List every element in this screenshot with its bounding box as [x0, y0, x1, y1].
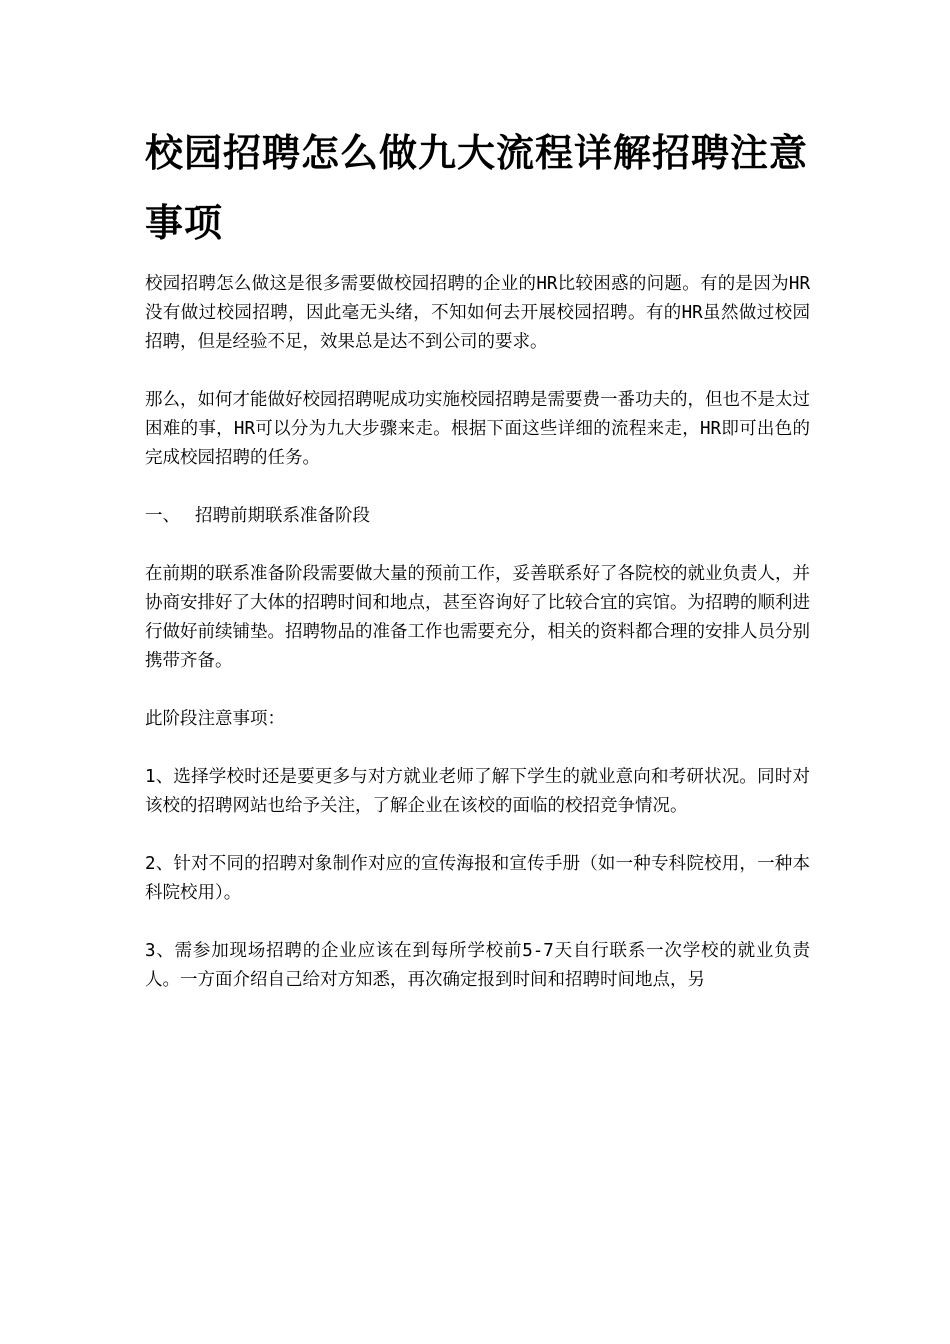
intro-paragraph-2: 那么，如何才能做好校园招聘呢成功实施校园招聘是需要费一番功夫的，但也不是太过困难的事，HR可以分为九大步骤来走。根据下面这些详细的流程来走，HR即可出色的完成校园招聘的任务。 [145, 390, 810, 468]
section-number: 一、 [145, 506, 180, 526]
note-item-3: 3、需参加现场招聘的企业应该在到每所学校前5-7天自行联系一次学校的就业负责人。一方面介绍自己给对方知悉，再次确定报到时间和招聘时间地点，另 [145, 941, 810, 990]
section-heading [145, 502, 810, 531]
note-item-2: 2、针对不同的招聘对象制作对应的宣传海报和宣传手册（如一种专科院校用，一种本科院校用）。 [145, 854, 810, 903]
note-item-1: 1、选择学校时还是要更多与对方就业老师了解下学生的就业意向和考研状况。同时对该校的招聘网站也给予关注，了解企业在该校的面临的校招竞争情况。 [145, 767, 810, 816]
section-title: 招聘前期联系准备阶段 [195, 506, 370, 526]
document-page [145, 118, 810, 1024]
notes-label: 此阶段注意事项： [145, 709, 285, 729]
document-title: 校园招聘怎么做九大流程详解招聘注意事项 [145, 131, 809, 245]
section-body: 在前期的联系准备阶段需要做大量的预前工作，妥善联系好了各院校的就业负责人，并协商安排好了大体的招聘时间和地点，甚至咨询好了比较合宜的宾馆。为招聘的顺利进行做好前续铺垫。招聘物品的准备工作也需要充分，相关的资料都合理的安排人员分别携带齐备。 [145, 564, 810, 671]
intro-paragraph-1: 校园招聘怎么做这是很多需要做校园招聘的企业的HR比较困惑的问题。有的是因为HR没有做过校园招聘，因此毫无头绪，不知如何去开展校园招聘。有的HR虽然做过校园招聘，但是经验不足，效果总是达不到公司的要求。 [145, 274, 810, 352]
